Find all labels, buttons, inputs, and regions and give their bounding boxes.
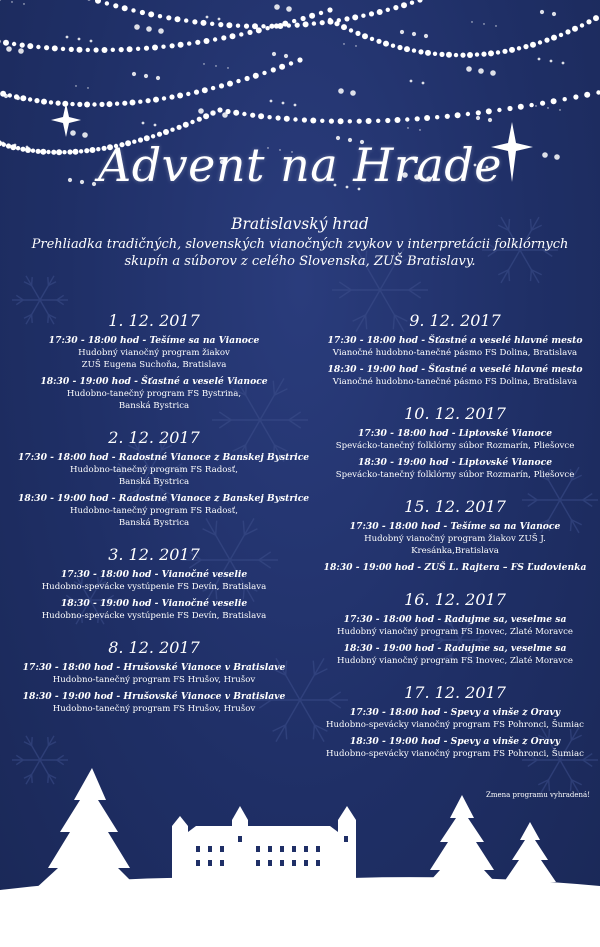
program-event [18,451,310,488]
event-time-title: 18:30 - 19:00 hod - Liptovské Vianoce [357,457,553,468]
event-description: Hudobný vianočný program FS Inovec, Zlaté Moravce [336,627,574,637]
day-date: 17. 12. 2017 [404,683,506,702]
event-time-title: 18:30 - 19:00 hod - Spevy a vinše z Oravy [349,736,561,747]
program-event [320,456,590,481]
day-date: 16. 12. 2017 [404,590,506,609]
event-time-title: 18:30 - 19:00 hod - Radujme sa, veselme sa [343,643,567,654]
program-event [320,561,590,574]
event-time-title: 18:30 - 19:00 hod - Šťastné a veselé hlavné mesto [327,364,583,375]
event-description: Hudobno-tanečný program FS Radosť, Banská Bystrica [70,465,238,487]
event-time-title: 17:30 - 18:00 hod - Radujme sa, veselme sa [343,614,567,625]
event-description: Hudobno-spevácky vianočný program FS Pohronci, Šumiac [326,720,584,730]
event-time-title: 18:30 - 19:00 hod - Hrušovské Vianoce v Bratislave [22,691,286,702]
program-change-note: Zmena programu vyhradená! [486,791,591,799]
event-time-title: 17:30 - 18:00 hod - Spevy a vinše z Oravy [349,707,561,718]
schedule-left-column [18,311,310,732]
bratislava-castle-icon [172,806,356,890]
event-description: Hudobno-tanečný program FS Hrušov, Hrušov [52,675,256,685]
event-description: Hudobno-tanečný program FS Bystrina, Banská Bystrica [66,389,242,411]
program-event [18,492,310,529]
event-time-title: 17:30 - 18:00 hod - Hrušovské Vianoce v Bratislave [22,662,286,673]
program-event [18,690,290,715]
event-description: Hudobno-spevácke vystúpenie FS Devín, Bratislava [41,611,267,621]
schedule-day [18,546,290,622]
program-event [320,427,590,452]
event-time-title: 17:30 - 18:00 hod - Tešíme sa na Vianoce [48,335,260,346]
schedule-day [320,312,590,388]
program-event [320,363,590,388]
event-time-title: 18:30 - 19:00 hod - Šťastné a veselé Vianoce [40,376,268,387]
schedule-day [320,498,590,574]
venue-name: Bratislavský hrad [231,215,369,233]
poster-title: Advent na Hrade [98,138,502,192]
event-description: Spevácko-tanečný folklórny súbor Rozmarín, Pliešovce [335,441,575,451]
schedule-day [320,405,590,481]
program-event [320,334,590,359]
event-description: Hudobný vianočný program žiakov ZUŠ J. Kresánka,Bratislava [364,534,546,556]
program-event [320,520,590,557]
event-time-title: 18:30 - 19:00 hod - Radostné Vianoce z Banskej Bystrice [18,493,310,504]
event-time-title: 18:30 - 19:00 hod - Vianočné veselie [60,598,248,609]
event-time-title: 17:30 - 18:00 hod - Šťastné a veselé hlavné mesto [327,335,583,346]
program-event [320,706,590,731]
schedule-day [320,591,590,667]
day-date: 3. 12. 2017 [108,545,200,564]
event-time-title: 17:30 - 18:00 hod - Liptovské Vianoce [357,428,553,439]
event-description: Hudobno-spevácke vystúpenie FS Devín, Bratislava [41,582,267,592]
program-event [18,661,290,686]
day-date: 1. 12. 2017 [108,311,200,330]
program-event [18,568,290,593]
program-event [320,735,590,760]
snowy-tree-left-icon [34,768,140,894]
day-date: 10. 12. 2017 [404,404,506,423]
program-event [18,375,290,412]
sparkle-star-left-icon [51,103,81,137]
event-description: Hudobno-tanečný program FS Hrušov, Hrušov [52,704,256,714]
event-description: Spevácko-tanečný folklórny súbor Rozmarín, Pliešovce [335,470,575,480]
day-date: 2. 12. 2017 [108,428,200,447]
event-time-title: 17:30 - 18:00 hod - Radostné Vianoce z Banskej Bystrice [18,452,310,463]
event-time-title: 17:30 - 18:00 hod - Tešíme sa na Vianoce [349,521,561,532]
program-event [18,597,290,622]
schedule-day [18,428,310,529]
day-date: 9. 12. 2017 [409,311,501,330]
event-description: Hudobný vianočný program žiakov ZUŠ Eugena Suchoňa, Bratislava [78,348,230,370]
event-description: Hudobný vianočný program FS Inovec, Zlaté Moravce [336,656,574,666]
day-date: 8. 12. 2017 [108,638,200,657]
program-event [18,334,290,371]
event-time-title: 17:30 - 18:00 hod - Vianočné veselie [60,569,248,580]
poster-description: Prehliadka tradičných, slovenských vianočných zvykov v interpretácii folklórnych skupín a súborov z celého Slovenska, ZUŠ Bratislavy. [31,237,569,269]
event-description: Hudobno-spevácky vianočný program FS Pohronci, Šumiac [326,749,584,759]
program-event [320,642,590,667]
event-description: Vianočné hudobno-tanečné pásmo FS Dolina, Bratislava [332,377,578,387]
schedule-day [18,639,290,715]
event-description: Hudobno-tanečný program FS Radosť, Banská Bystrica [70,506,238,528]
event-time-title: 18:30 - 19:00 hod - ZUŠ L. Rajtera – FS Ľudovienka [323,562,587,573]
snowy-tree-right-icon [420,795,556,892]
schedule-day [320,684,590,760]
schedule-day [18,312,290,412]
program-event [320,613,590,638]
event-description: Vianočné hudobno-tanečné pásmo FS Dolina, Bratislava [332,348,578,358]
schedule-right-column [320,312,590,777]
day-date: 15. 12. 2017 [404,497,506,516]
